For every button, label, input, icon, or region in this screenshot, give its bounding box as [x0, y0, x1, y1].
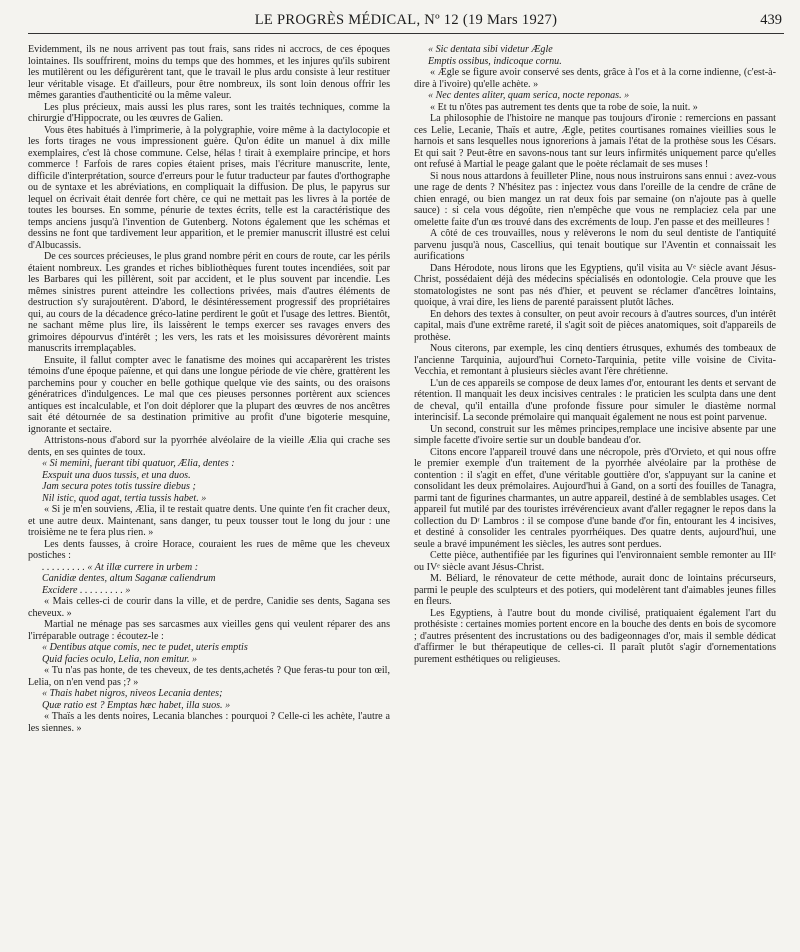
body-paragraph: Un second, construit sur les mêmes principes,remplace une incisive absente par une simple facette d'ivoire sertie sur un double bandeau d'or. — [414, 423, 776, 446]
body-paragraph: L'un de ces appareils se compose de deux lames d'or, entourant les dents et servant de rétention. Il manquait les deux incisives centrales : le praticien les sculpta dans une dent de cheval, qu'il entailla d'une profonde fissure pour simuler le diastème normal interincisif. La seconde prémolaire qui manquait également ne nous est point parvenue. — [414, 377, 776, 423]
body-paragraph: « Tu n'as pas honte, de tes cheveux, de tes dents,achetés ? Que feras-tu pour ton œil, Lelia, on n'en vend pas ;? » — [28, 665, 390, 688]
left-column — [28, 44, 390, 944]
body-paragraph: « Et tu n'ôtes pas autrement tes dents que ta robe de soie, la nuit. » — [430, 101, 698, 113]
body-paragraph: Cette pièce, authentifiée par les figurines qui l'environnaient semble remonter au IIIᵉ ou IVᵉ siècle avant Jésus-Christ. — [414, 550, 776, 573]
verse-quotation: Emptis ossibus, indicoque cornu. — [428, 55, 562, 67]
running-header — [30, 12, 782, 34]
body-paragraph: En dehors des textes à consulter, on peut avoir recours à d'autres sources, d'un intérêt capital, mais d'une extrême rareté, il s'agit soit de pièces anatomiques, soit d'appareils de prothèse. — [414, 308, 776, 343]
body-paragraph: La philosophie de l'histoire ne manque pas toujours d'ironie : remercions en passant ces Lelie, Lecanie, Thaïs et autre, Ægle, petites courtisanes romaines vieillies sous le harnois et sans lesquelles nous ignorerions à jamais l'état de la prothèse sous les Césars. Et qui sait ? Peut-être en savons-nous tant sur leurs infirmités uniquement parce qu'elles ont refusé à Martial le peage galant que le poète réclamait de ses muses ! — [414, 113, 776, 170]
body-paragraph: « Ægle se figure avoir conservé ses dents, grâce à l'os et à la corne indienne, (c'est-à-dire à l'ivoire) qu'elle achète. » — [414, 67, 776, 90]
body-paragraph: Nous citerons, par exemple, les cinq dentiers étrusques, exhumés des tombeaux de l'ancienne Tarquinia, aujourd'hui Corneto-Tarquinia, petite ville voisine de Civita-Vecchia, et remontant à plusieurs siècles avant l'ère chrétienne. — [414, 343, 776, 377]
verse-quotation: Quid facies oculo, Lelia, non emitur. » — [42, 653, 198, 665]
body-paragraph: A côté de ces trouvailles, nous y relèverons le nom du seul dentiste de l'antiquité parvenu jusqu'à nous, Cascellius, qui tenait boutique sur l'Aventin et connaissait les aurifications — [414, 228, 776, 262]
body-paragraph: M. Béliard, le rénovateur de cette méthode, aurait donc de lointains précurseurs, parmi le peuple des sculpteurs et des potiers, qui modelèrent tant d'aimables jeunes filles en fleurs. — [414, 573, 776, 607]
verse-quotation: . . . . . . . . . « At illæ currere in urbem : — [42, 561, 199, 573]
body-paragraph: De ces sources précieuses, le plus grand nombre périt en cours de route, car les périls étaient nombreux. Les grandes et riches bibliothèques furent toutes incendiées, soit par les Barbares qui les pillèrent, soit par accident, et le plus souvent par incendie. Les mêmes sinistres purent atteindre les collections privées, mais d'autres éléments de destruction s'y surajoutèrent. D'abord, le désintéressement progressif des propriétaires qui, au cours de la décadence gréco-latine perdirent le goût et l'usage des lettres. Bientôt, ne sachant même plus lire, ils laissèrent le temps exercer ses ravages envers des grimoires dépourvus d'intérêt ; les vers, les rats et les moisissures dévorèrent maints manuscrits irremplaçables. — [28, 251, 390, 354]
body-paragraph: « Mais celles-ci de courir dans la ville, et de perdre, Canidie ses dents, Sagana ses cheveux. » — [28, 596, 390, 619]
body-paragraph: « Thaïs a les dents noires, Lecania blanches : pourquoi ? Celle-ci les achète, l'autre a les siennes. » — [28, 711, 390, 734]
verse-quotation: « Sic dentata sibi videtur Ægle — [428, 44, 553, 55]
body-paragraph: Evidemment, ils ne nous arrivent pas tout frais, sans rides ni accrocs, de ces époques lointaines. Ils souffrirent, moins du temps que des hommes, et les injures qu'ils subirent les mutilèrent ou les défigurèrent tant, que le travail le plus ardu consiste à leur restituer leur véritable visage. Et d'ailleurs, pour être nombreux, ils sont loin denous offrir les mêmes garanties d'authenticité ou la même valeur. — [28, 44, 390, 101]
body-paragraph: Ensuite, il fallut compter avec le fanatisme des moines qui accaparèrent les tristes témoins d'une époque païenne, et qui dans une longue période de vie chère, grattèrent les parchemins pour y coucher en belle gothique quelque vie des saints, ou des oraisons génératrices d'indulgences. Le mal que ces pieuses personnes portèrent aux sciences antiques est incalculable, et l'on doit déplorer que la plupart des œuvres de nos ancêtres sait été détournée de sa destination primitive au profit d'une bigoterie mesquine, ignorante et sectaire. — [28, 354, 390, 435]
header-rule — [28, 33, 784, 34]
body-paragraph: Les dents fausses, à croire Horace, couraient les rues de même que les cheveux postiches : — [28, 538, 390, 561]
body-paragraph: « Si je m'en souviens, Ælia, il te restait quatre dents. Une quinte t'en fit cracher deux, et une autre deux. Maintenant, sans danger, tu peux tousser tout le long du jour : une troisième ne te fera plus rien. » — [28, 504, 390, 538]
verse-quotation: Exspuit una duos tussis, et una duos. — [42, 469, 191, 481]
verse-quotation: Quæ ratio est ? Emptas hæc habet, illa suos. » — [42, 699, 231, 711]
verse-quotation: « Nec dentes aliter, quam serica, nocte reponas. » — [428, 90, 630, 101]
verse-quotation: Canidiæ dentes, altum Saganæ caliendrum — [42, 573, 216, 584]
body-paragraph: Citons encore l'appareil trouvé dans une nécropole, près d'Orvieto, et qui nous offre le premier exemple d'un traitement de la pyorrhée alvéolaire par la prothèse de contention : il s'agit en effet, d'une véritable gouttière d'or, s'appuyant sur la canine et consolidant les deux prémolaires. Aujourd'hui à Gand, on a sorti des fouilles de Tanagra, parmi tant de figurines charmantes, un autre appareil, destiné à de semblables usages. Cet appareil fut mutilé par des touristes irrévérencieux avant d'aller regagner le repos dans la collection du Dʳ Lambros : il se compose d'une bande d'or fin, entourant les 4 incisives, et destiné à consolider les centrales pyorrhéiques. Des quatre dents, aujourd'hui, une seule a bravé impunément les siècles, les autres sont perdues. — [414, 446, 776, 550]
verse-quotation: Excidere . . . . . . . . . » — [42, 584, 131, 596]
running-title: LE PROGRÈS MÉDICAL, Nº 12 (19 Mars 1927) — [254, 12, 558, 28]
body-paragraph: Les plus précieux, mais aussi les plus rares, sont les traités techniques, comme la chirurgie d'Hippocrate, ou les œuvres de Galien. — [28, 101, 390, 124]
body-paragraph: Dans Hérodote, nous lirons que les Egyptiens, qu'il visita au Vᵉ siècle avant Jésus-Christ, possédaient déjà des médecins spécialisés en odontologie. Cela prouve que les stomatologistes ne sont pas nés d'hier, et peuvent se réclamer d'ancêtres lointains, quoique, à vrai dire, les liens de parenté paraissent plutôt lâches. — [414, 262, 776, 308]
body-paragraph: Attristons-nous d'abord sur la pyorrhée alvéolaire de la vieille Ælia qui crache ses dents, en ses quintes de toux. — [28, 435, 390, 458]
body-paragraph: Vous êtes habitués à l'imprimerie, à la polygraphie, voire même à la dactylocopie et les forts tirages ne vous impressionent guère. Qu'on édite un manuel à dix mille exemplaires, c'est là chose commune. Celse, hélas ! tirait à exemplaire principe, et hors commerce ! Farfois de rares copies étaient prises, mais l'écriture manuscrite, lente, difficile d'interprétation, source d'erreurs pour le futur traducteur par fautes d'orthographe ou de syntaxe et les abréviations, en compliquait la diffusion. De plus, le papyrus sur lequel on écrivait était denrée fort chère, ce qui ne mettait pas les livres à la portée de toutes les bourses. En somme, pénurie de textes écrits, telle est la caractéristique des temps anciens jusqu'à l'invention de Gutenberg. Notons également que les schémas et dessins ne font que tardivement leur apparition, et le premier manuscrit illustré est celui d'Albucassis. — [28, 124, 390, 251]
verse-quotation: Nil istic, quod agat, tertia tussis habet. » — [42, 492, 207, 504]
verse-quotation: « Si memini, fuerant tibi quatuor, Ælia, dentes : — [42, 458, 235, 469]
body-paragraph: Les Egyptiens, à l'autre bout du monde civilisé, pratiquaient également l'art du prothésiste : certaines momies portent encore en la bouche des dents en bois de sycomore ; d'autres présentent des incrustations ou des badigeonnages d'or, mais il semble dédicat d'affirmer le but thérapeutique de celles-ci. Il paraît plutôt s'agir d'ornementations purement esthétiques ou religieuses. — [414, 607, 776, 665]
verse-quotation: « Dentibus atque comis, nec te pudet, uteris emptis — [42, 642, 248, 653]
body-paragraph: Si nous nous attardons à feuilleter Pline, nous nous instruirons sans ennui : avez-vous une rage de dents ? N'hésitez pas : injectez vous dans l'oreille de la cendre de crâne de chien enragé, ou bien mangez un rat deux fois par semaine (on n'ajoute pas à quelle sauce) : si cela vous dégoûte, rien n'empêche que vous ne remplaciez cela par une omelette faite d'un œs trouvé dans des excréments de loup. J'en passe et des meilleures ! — [414, 170, 776, 228]
body-paragraph: Martial ne ménage pas ses sarcasmes aux vieilles gens qui veulent réparer des ans l'irréparable outrage : écoutez-le : — [28, 619, 390, 642]
page-number: 439 — [760, 12, 782, 28]
right-column — [414, 44, 776, 944]
verse-quotation: « Thais habet nigros, niveos Lecania dentes; — [42, 688, 223, 699]
verse-quotation: Jam secura potes totis tussire diebus ; — [42, 481, 196, 492]
